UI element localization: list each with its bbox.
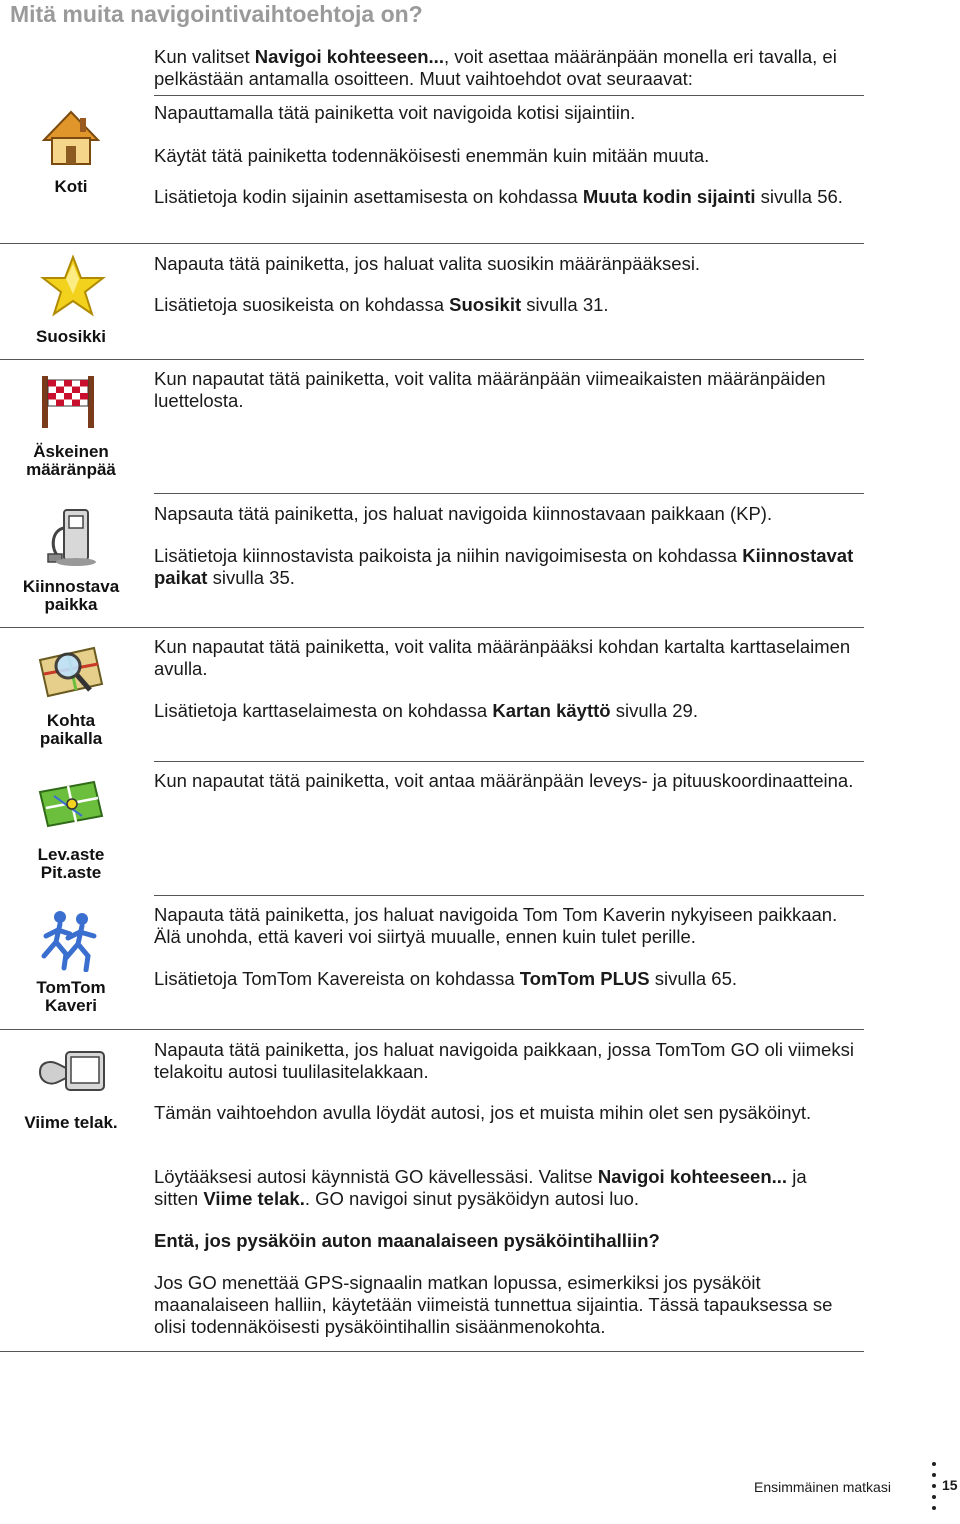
divider bbox=[0, 627, 864, 628]
runners-icon bbox=[36, 908, 106, 972]
star-icon bbox=[40, 254, 106, 320]
divider bbox=[154, 493, 864, 494]
divider bbox=[154, 95, 864, 96]
favourite-desc-1: Napauta tätä painiketta, jos haluat valita suosikin määränpääksesi. bbox=[154, 253, 701, 274]
page-number: 15 bbox=[942, 1477, 958, 1493]
poi-label: Kiinnostava paikka bbox=[22, 577, 120, 614]
latlong-label: Lev.aste Pit.aste bbox=[37, 845, 105, 882]
divider bbox=[154, 761, 864, 762]
dock-label: Viime telak. bbox=[24, 1113, 118, 1132]
buddy-desc-2: Lisätietoja TomTom Kavereista on kohdassa TomTom PLUS sivulla 65. bbox=[154, 968, 737, 989]
fuel-pump-icon bbox=[40, 504, 102, 570]
divider bbox=[0, 243, 864, 244]
page-title: Mitä muita navigointivaihtoehtoja on? bbox=[0, 0, 960, 30]
poi-desc-1: Napsauta tätä painiketta, jos haluat navigoida kiinnostavaan paikkaan (KP). bbox=[154, 503, 773, 524]
home-label: Koti bbox=[54, 177, 88, 196]
house-icon bbox=[38, 104, 104, 170]
intro-paragraph: Kun valitset Navigoi kohteeseen..., voit asettaa määränpään monella eri tavalla, ei pelkästään antamalla osoitteen. Muut vaihtoehdot ovat seuraavat: bbox=[154, 46, 837, 89]
recent-desc-1: Kun napautat tätä painiketta, voit valita määränpään viimeaikaisten määränpäiden luettelosta. bbox=[154, 368, 826, 411]
dock-question: Entä, jos pysäköin auton maanalaiseen pysäköintihalliin? bbox=[154, 1230, 660, 1251]
divider bbox=[0, 1351, 864, 1352]
recent-label: Äskeinen määränpää bbox=[26, 442, 116, 479]
home-desc-3: Lisätietoja kodin sijainin asettamisesta on kohdassa Muuta kodin sijainti sivulla 56. bbox=[154, 186, 843, 207]
favourite-desc-2: Lisätietoja suosikeista on kohdassa Suosikit sivulla 31. bbox=[154, 294, 609, 315]
dock-answer: Jos GO menettää GPS-signaalin matkan lopussa, esimerkiksi jos pysäköit maanalaiseen halliin, käytetään viimeistä tunnettua sijaintia. Tässä tapauksessa se olisi todennäköisesti pysäköintihallin sisäänmenokohta. bbox=[154, 1272, 833, 1337]
footer-dots bbox=[932, 1462, 938, 1517]
map-magnifier-icon bbox=[38, 644, 104, 700]
map-desc-1: Kun napautat tätä painiketta, voit valita määränpääksi kohdan kartalta karttaselaimen avulla. bbox=[154, 636, 851, 679]
buddy-desc-1: Napauta tätä painiketta, jos haluat navigoida Tom Tom Kaverin nykyiseen paikkaan. Älä unohda, että kaveri voi siirtyä muualle, ennen kuin tulet perille. bbox=[154, 904, 838, 947]
dock-desc-1: Napauta tätä painiketta, jos haluat navigoida paikkaan, jossa TomTom GO oli viimeksi telakoitu autosi tuulilasitelakkaan. bbox=[154, 1039, 854, 1082]
latlong-desc-1: Kun napautat tätä painiketta, voit antaa määränpään leveys- ja pituuskoordinaatteina. bbox=[154, 770, 854, 791]
footer-section-title: Ensimmäinen matkasi bbox=[754, 1479, 891, 1495]
divider bbox=[0, 359, 864, 360]
divider bbox=[0, 1029, 864, 1030]
dock-desc-2: Tämän vaihtoehdon avulla löydät autosi, jos et muista mihin olet sen pysäköinyt. bbox=[154, 1102, 812, 1123]
divider bbox=[154, 895, 864, 896]
buddy-label: TomTom Kaveri bbox=[36, 978, 106, 1015]
map-coordinates-icon bbox=[38, 778, 104, 830]
poi-desc-2: Lisätietoja kiinnostavista paikoista ja niihin navigoimisesta on kohdassa Kiinnostavat paikat sivulla 35. bbox=[154, 545, 854, 588]
dock-icon bbox=[36, 1048, 108, 1096]
dock-desc-3: Löytääksesi autosi käynnistä GO kävellessäsi. Valitse Navigoi kohteeseen... ja sitten Viime telak.. GO navigoi sinut pysäköidyn autosi luo. bbox=[154, 1166, 807, 1209]
favourite-label: Suosikki bbox=[36, 327, 106, 346]
map-label: Kohta paikalla bbox=[39, 711, 103, 748]
checkered-flag-icon bbox=[36, 372, 100, 430]
map-desc-2: Lisätietoja karttaselaimesta on kohdassa Kartan käyttö sivulla 29. bbox=[154, 700, 698, 721]
home-desc-1: Napauttamalla tätä painiketta voit navigoida kotisi sijaintiin. bbox=[154, 102, 636, 123]
home-desc-2: Käytät tätä painiketta todennäköisesti enemmän kuin mitään muuta. bbox=[154, 145, 710, 166]
